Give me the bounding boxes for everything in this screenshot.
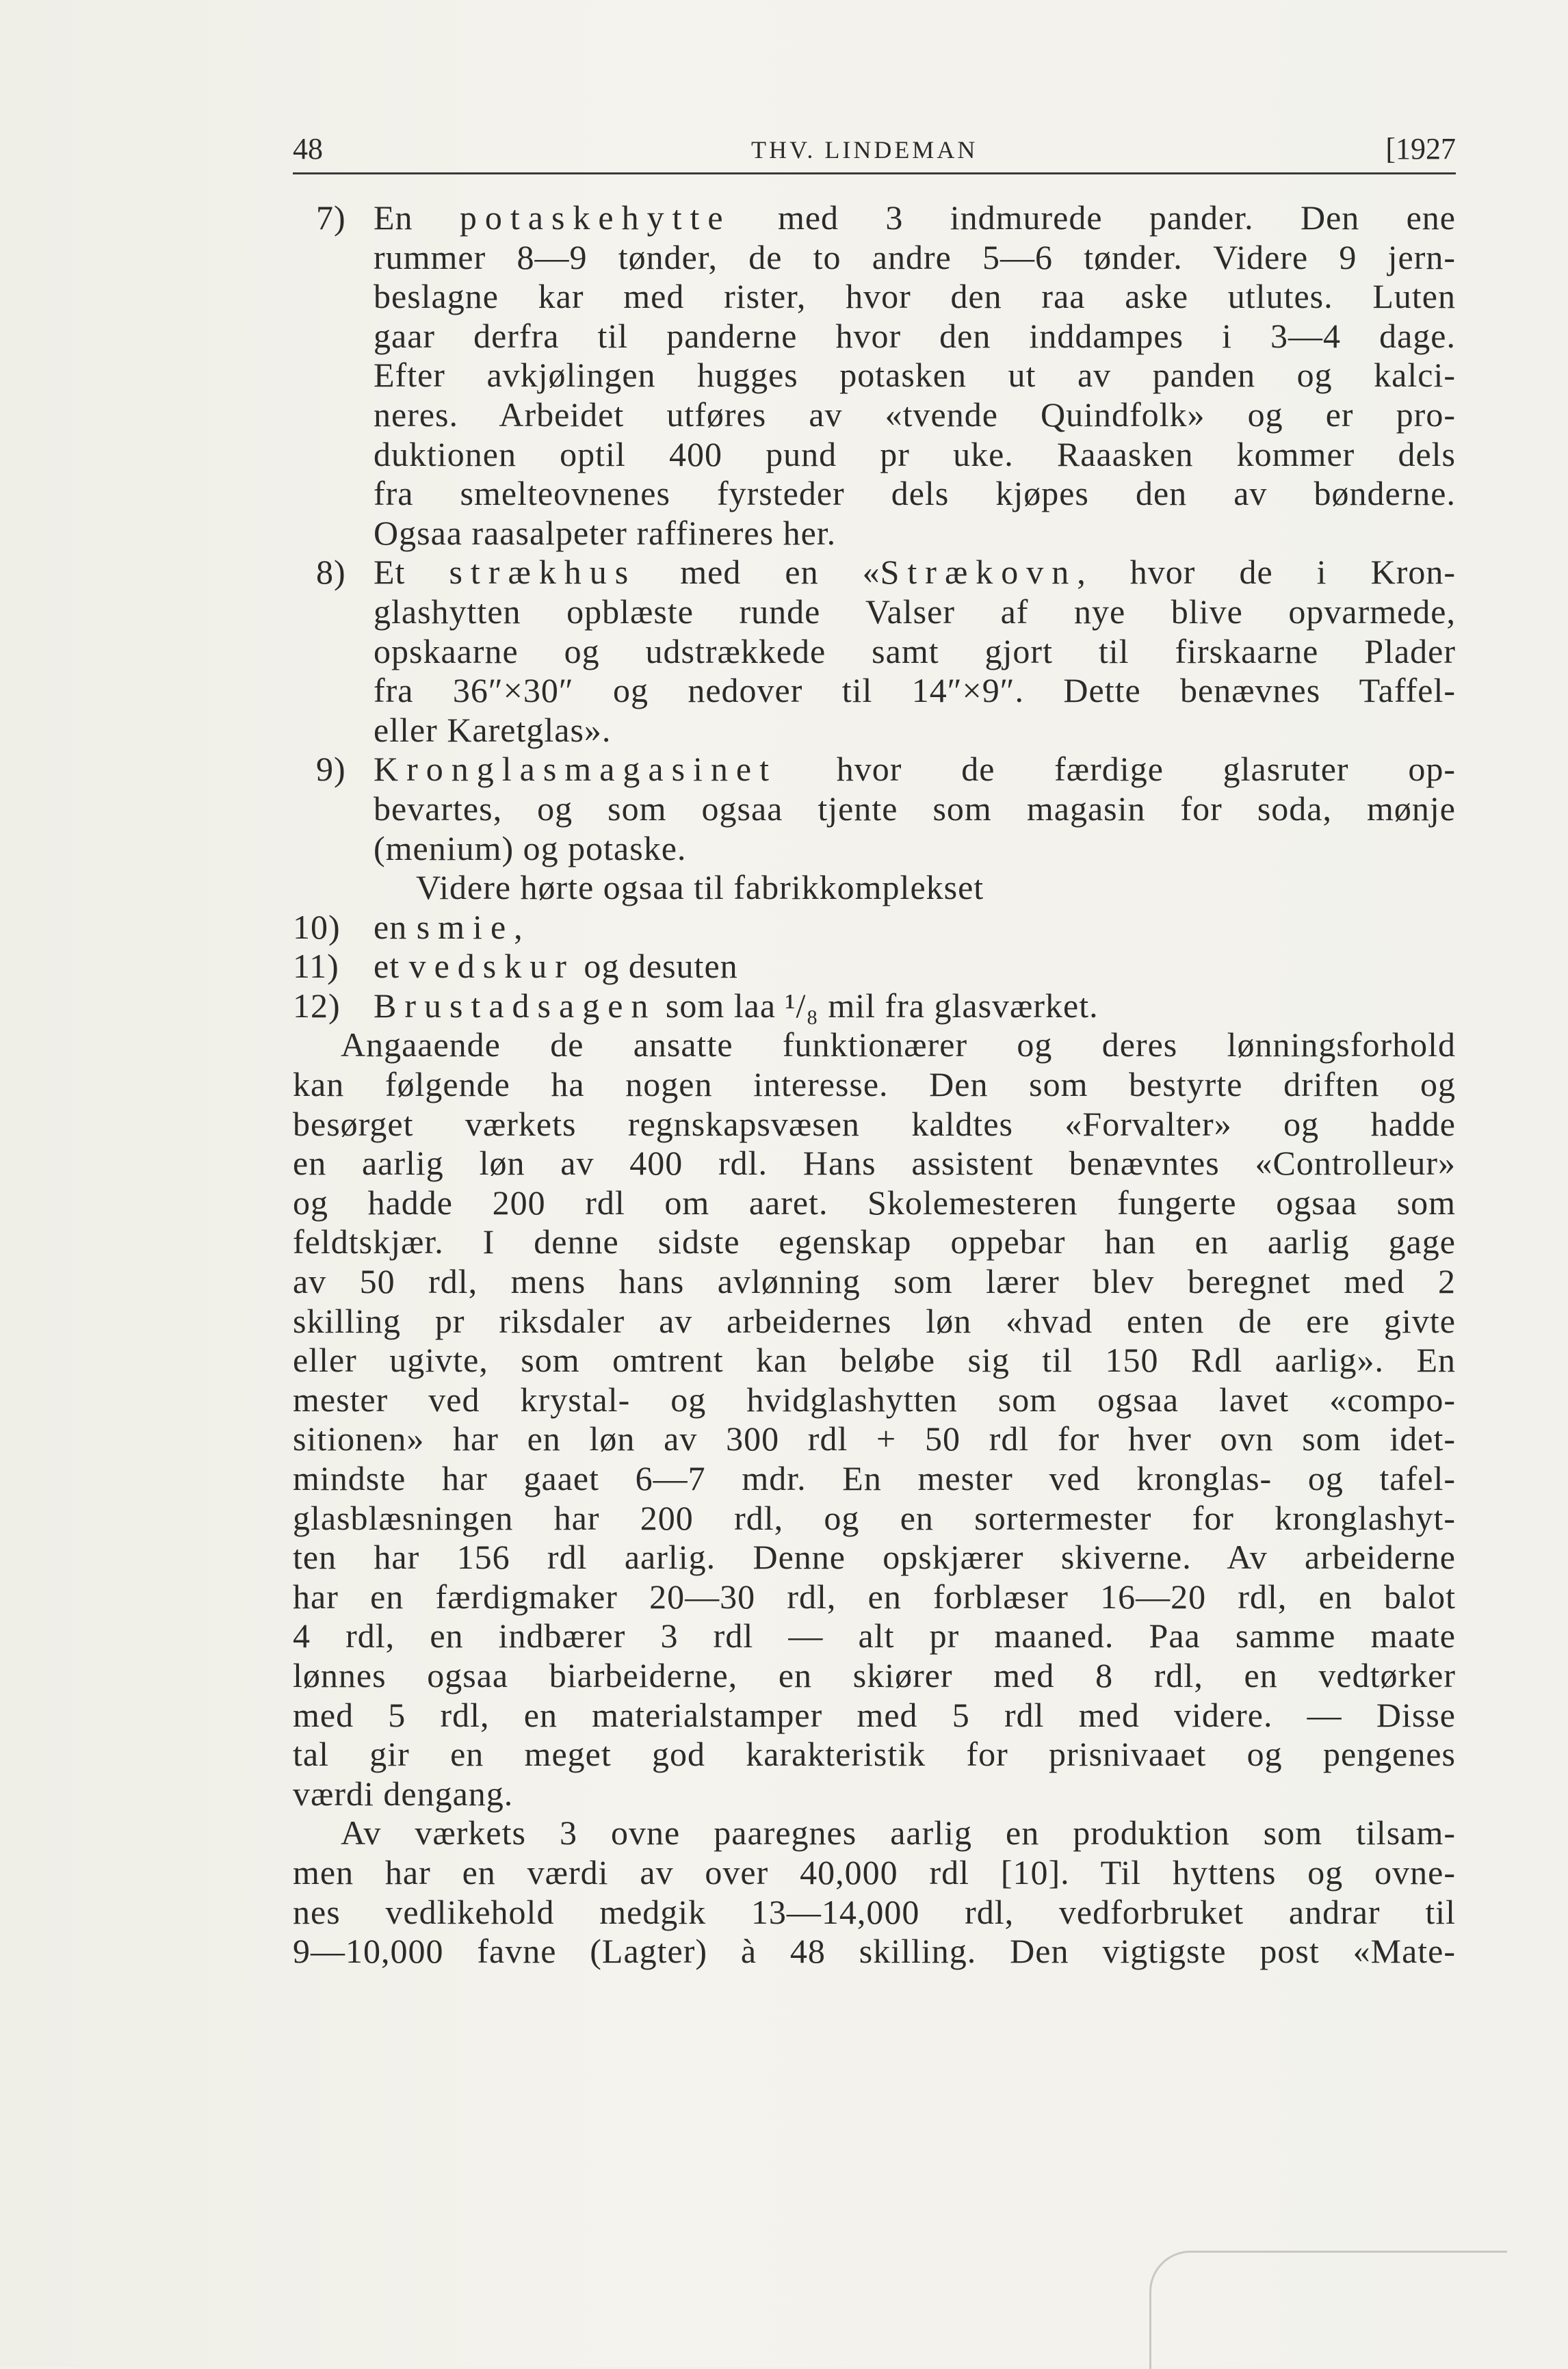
paragraph-line: kan følgende ha nogen interesse. Den som bestyrte driften og xyxy=(293,1065,1456,1104)
paragraph-line: eller ugivte, som omtrent kan beløbe sig til 150 Rdl aarlig». En xyxy=(293,1341,1456,1380)
paragraph-line: ten har 156 rdl aarlig. Denne opskjærer skiverne. Av arbeiderne xyxy=(293,1538,1456,1577)
item-line: (menium) og potaske. xyxy=(374,828,687,867)
spaced-term: Kronglasmagasinet xyxy=(374,750,778,789)
item-number: 8) xyxy=(316,553,346,592)
also-line: Videre hørte ogsaa til fabrikkomplekset xyxy=(416,868,984,907)
spaced-term: strækhus xyxy=(449,553,637,592)
text-segment: , hvor de i Kron- xyxy=(1077,553,1456,592)
text-segment: Et xyxy=(374,553,449,592)
text-segment: som laa ¹/₈ mil fra glasværket. xyxy=(656,986,1099,1025)
numbered-item-8 xyxy=(293,553,1456,750)
running-head xyxy=(293,130,1456,174)
item-number: 10) xyxy=(293,907,341,946)
paragraph-line: men har en værdi av over 40,000 rdl [10]. Til hyttens og ovne- xyxy=(293,1853,1456,1892)
page-number: 48 xyxy=(293,132,323,166)
spaced-term: smie xyxy=(416,907,514,946)
paragraph-line: Angaaende de ansatte funktionærer og deres lønningsforhold xyxy=(341,1025,1456,1064)
paragraph-line: en aarlig løn av 400 rdl. Hans assistent benævntes «Controlleur» xyxy=(293,1144,1456,1183)
paragraph-line: og hadde 200 rdl om aaret. Skolemesteren fungerte ogsaa som xyxy=(293,1183,1456,1222)
item-line: beslagne kar med rister, hvor den raa aske utlutes. Luten xyxy=(374,277,1456,316)
paragraph-line: nes vedlikehold medgik 13—14,000 rdl, vedforbruket andrar til xyxy=(293,1892,1456,1931)
spaced-term: potaskehytte xyxy=(459,198,731,237)
item-number: 12) xyxy=(293,986,341,1025)
paragraph-line: feldtskjær. I denne sidste egenskap oppebar han en aarlig gage xyxy=(293,1222,1456,1261)
item-line: fra 36″×30″ og nedover til 14″×9″. Dette benævnes Taffel- xyxy=(374,671,1456,710)
numbered-item-12 xyxy=(293,986,1456,1026)
item-line: duktionen optil 400 pund pr uke. Raaasken kommer dels xyxy=(374,434,1456,473)
spaced-term: Brustadsagen xyxy=(374,986,657,1025)
text-segment: med 3 indmurede pander. Den ene xyxy=(731,198,1456,237)
item-number: 9) xyxy=(316,750,346,789)
running-head-author: THV. LINDEMAN xyxy=(751,136,978,163)
item-line: neres. Arbeidet utføres av «tvende Quindfolk» og er pro- xyxy=(374,395,1456,434)
item-number: 11) xyxy=(293,947,339,986)
text-segment: og desuten xyxy=(574,947,738,986)
paragraph-line: besørget værkets regnskapsvæsen kaldtes «Forvalter» og hadde xyxy=(293,1104,1456,1143)
item-line: Efter avkjølingen hugges potasken ut av panden og kalci- xyxy=(374,356,1456,395)
paragraph-line: 4 rdl, en indbærer 3 rdl — alt pr maaned. Paa samme maate xyxy=(293,1617,1456,1655)
numbered-item-7 xyxy=(293,198,1456,553)
page-mark xyxy=(1149,2251,1507,2369)
paragraph-line: av 50 rdl, mens hans avlønning som lærer blev beregnet med 2 xyxy=(293,1262,1456,1301)
running-head-year: [1927 xyxy=(1385,132,1456,166)
item-line: glashytten opblæste runde Valser af nye blive opvarmede, xyxy=(374,592,1456,631)
numbered-item-10 xyxy=(293,908,1456,947)
text-segment: hvor de færdige glasruter op- xyxy=(777,750,1456,789)
item-line: rummer 8—9 tønder, de to andre 5—6 tønder. Videre 9 jern- xyxy=(374,237,1456,276)
text-segment: med en « xyxy=(636,553,880,592)
paragraph-line: 9—10,000 favne (Lagter) à 48 skilling. Den vigtigste post «Mate- xyxy=(293,1932,1456,1971)
body-text xyxy=(293,198,1456,1972)
paragraph-line: sitionen» har en løn av 300 rdl + 50 rdl for hver ovn som idet- xyxy=(293,1419,1456,1458)
paragraph-line: med 5 rdl, en materialstamper med 5 rdl med videre. — Disse xyxy=(293,1695,1456,1734)
paragraph-line: Av værkets 3 ovne paaregnes aarlig en produktion som tilsam- xyxy=(341,1814,1456,1853)
paragraph-line: mindste har gaaet 6—7 mdr. En mester ved kronglas- og tafel- xyxy=(293,1459,1456,1497)
paragraph-line: mester ved krystal- og hvidglashytten som ogsaa lavet «compo- xyxy=(293,1380,1456,1419)
paragraph-line: glasblæsningen har 200 rdl, og en sortermester for kronglashyt- xyxy=(293,1498,1456,1537)
spaced-term: vedskur xyxy=(408,947,575,986)
item-line: fra smelteovnenes fyrsteder dels kjøpes den av bønderne. xyxy=(374,474,1456,513)
item-line xyxy=(293,750,1456,789)
item-number: 7) xyxy=(316,198,346,237)
paragraph-line: værdi dengang. xyxy=(293,1774,514,1813)
item-line: bevartes, og som ogsaa tjente som magasin for soda, mønje xyxy=(374,789,1456,828)
item-line xyxy=(293,198,1456,238)
text-segment: En xyxy=(374,198,460,237)
paragraph-line: tal gir en meget god karakteristik for prisnivaaet og pengenes xyxy=(293,1735,1456,1774)
paragraph-production xyxy=(293,1814,1456,1971)
numbered-item-9 xyxy=(293,750,1456,868)
numbered-item-11 xyxy=(293,947,1456,986)
paragraph-salaries xyxy=(293,1025,1456,1814)
text-segment: , xyxy=(514,907,523,946)
item-line: eller Karetglas». xyxy=(374,710,612,749)
paragraph-line: har en færdigmaker 20—30 rdl, en forblæser 16—20 rdl, en balot xyxy=(293,1577,1456,1616)
paragraph-line: lønnes ogsaa biarbeiderne, en skiører med 8 rdl, en vedtørker xyxy=(293,1655,1456,1694)
text-segment: en xyxy=(374,907,417,946)
paragraph-line: skilling pr riksdaler av arbeidernes løn «hvad enten de ere givte xyxy=(293,1301,1456,1340)
item-line: Ogsaa raasalpeter raffineres her. xyxy=(374,513,837,552)
item-line xyxy=(293,553,1456,592)
spaced-term: Strækovn xyxy=(880,553,1077,592)
item-line: gaar derfra til panderne hvor den inddampes i 3—4 dage. xyxy=(374,316,1456,355)
text-segment: et xyxy=(374,947,409,986)
item-line: opskaarne og udstrækkede samt gjort til firskaarne Plader xyxy=(374,631,1456,670)
